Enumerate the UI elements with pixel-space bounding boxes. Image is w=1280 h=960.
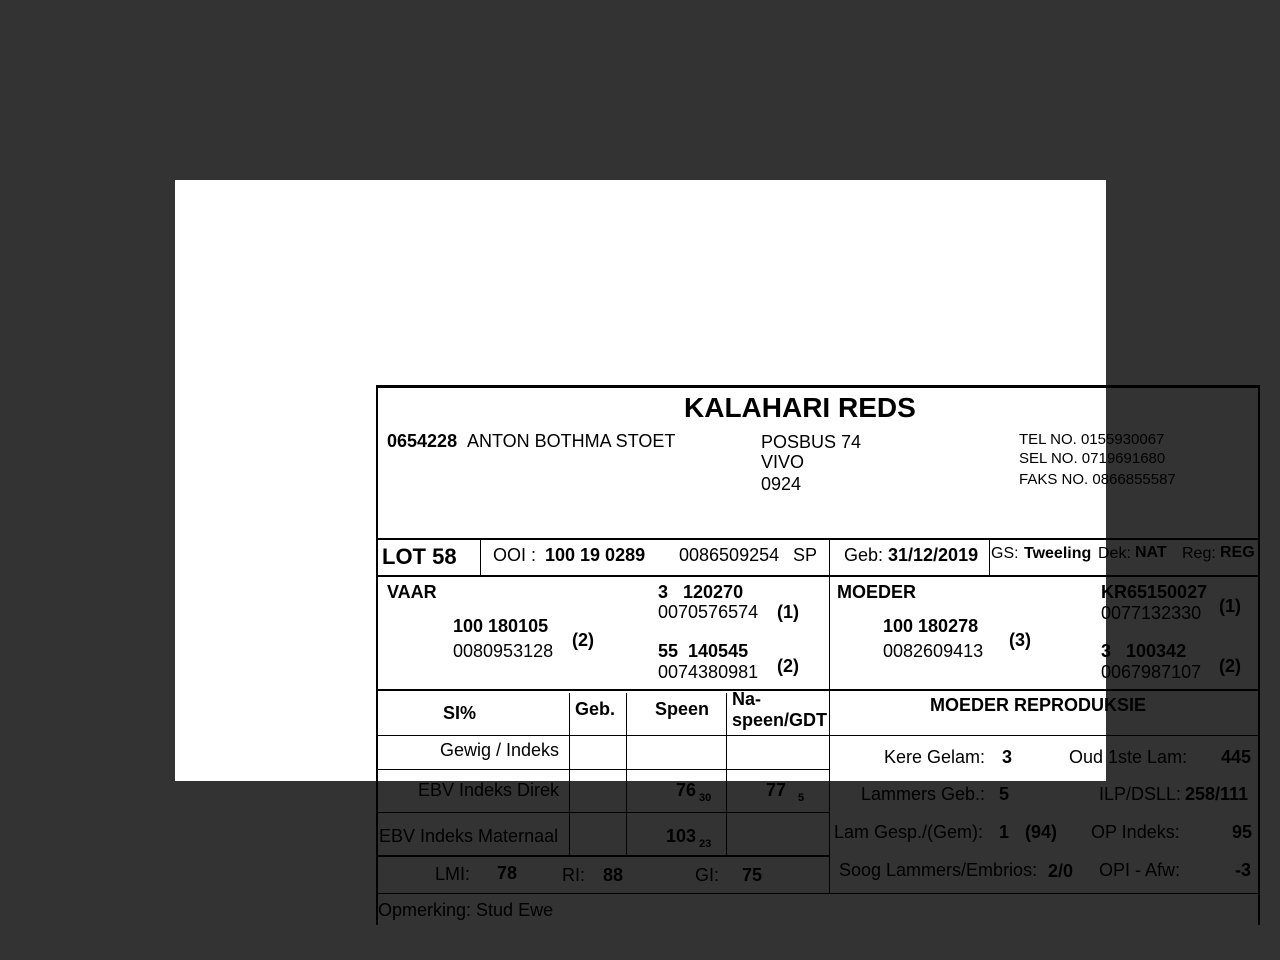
center-divider <box>829 538 830 894</box>
geb-label: Geb: <box>844 545 884 565</box>
lam-gesp-value: 1 <box>999 822 1010 842</box>
moeder-label: MOEDER <box>837 582 917 602</box>
tel-number: TEL NO. 0155930067 <box>1019 431 1165 448</box>
si-header: SI% <box>443 703 477 723</box>
breeder-name: ANTON BOTHMA STOET <box>467 431 676 451</box>
ebv-maternaal-speen: 103 $_{23}$ <box>666 826 712 850</box>
paternal-grandsire-id: 3 120270 <box>658 582 744 602</box>
ooi-label: OOI : <box>493 545 537 565</box>
lmi-label: LMI: <box>435 864 471 884</box>
ebv-direk-label: EBV Indeks Direk <box>418 780 560 800</box>
geb-col-divider <box>569 693 570 855</box>
sire-code: 0080953128 <box>453 641 554 661</box>
reg-value: REG <box>1220 544 1255 561</box>
maternal-granddam-note: (2) <box>1219 656 1241 676</box>
ebv-direk-naspeen: 77 $_5$ <box>766 780 805 804</box>
lmi-value: 78 <box>497 863 518 883</box>
dam-note: (3) <box>1009 630 1031 650</box>
ebv-direk-speen: 76 $_{30}$ <box>676 780 712 804</box>
index-row2-divider <box>376 812 830 813</box>
sire-id: 100 180105 <box>453 616 549 636</box>
card-left-border <box>376 385 378 925</box>
index-table-bottom <box>376 855 830 857</box>
lot-number: LOT 58 <box>382 544 457 569</box>
lam-gesp-gem: (94) <box>1025 822 1058 842</box>
card-top-border <box>376 385 1260 388</box>
catalog-sheet <box>175 180 1255 920</box>
lammers-geb-value: 5 <box>999 784 1010 804</box>
soog-value: 2/0 <box>1048 861 1074 881</box>
reg-label: Reg: <box>1182 545 1216 562</box>
sire-note: (2) <box>572 630 594 650</box>
lot-divider <box>376 575 1260 577</box>
ilp-dsll-value: 258/111 <box>1185 784 1249 804</box>
gs-label: GS: <box>991 545 1019 562</box>
address-line-1: POSBUS 74 <box>761 432 862 452</box>
paternal-granddam-code: 0074380981 <box>658 662 759 682</box>
paternal-granddam-id: 55 140545 <box>658 641 749 661</box>
page-title: KALAHARI REDS <box>684 392 916 423</box>
naspeen-header-line-1: Na- <box>732 689 762 709</box>
vaar-label: VAAR <box>387 582 437 602</box>
naspeen-col-divider <box>726 693 727 855</box>
maternal-grandsire-code: 0077132330 <box>1101 603 1202 623</box>
address-line-3: 0924 <box>761 474 802 494</box>
address-line-2: VIVO <box>761 452 805 472</box>
gi-value: 75 <box>742 865 763 885</box>
ewe-id-suffix: SP <box>793 545 818 565</box>
lot-cell-divider <box>480 538 481 576</box>
lot-card <box>376 385 1260 925</box>
header-divider <box>376 538 1260 540</box>
pedigree-divider <box>376 689 1260 691</box>
kere-gelam-value: 3 <box>1002 747 1013 767</box>
speen-header: Speen <box>655 699 710 719</box>
ooi-value: 100 19 0289 <box>545 545 646 565</box>
dam-id: 100 180278 <box>883 616 979 636</box>
maternal-granddam-id: 3 100342 <box>1101 641 1187 661</box>
breeder-number: 0654228 <box>387 431 458 451</box>
dek-label: Dek: <box>1098 545 1131 562</box>
geb-cell-divider <box>989 538 990 576</box>
gs-value: Tweeling <box>1024 545 1092 562</box>
kere-gelam-label: Kere Gelam: <box>884 747 986 767</box>
paternal-grandsire-code: 0070576574 <box>658 602 759 622</box>
dam-code: 0082609413 <box>883 641 984 661</box>
speen-col-divider <box>626 693 627 855</box>
ilp-dsll-label: ILP/DSLL: <box>1099 784 1182 804</box>
oud-lam-label: Oud 1ste Lam: <box>1069 747 1188 767</box>
soog-label: Soog Lammers/Embrios: <box>839 860 1038 880</box>
paternal-granddam-note: (2) <box>777 656 799 676</box>
gewig-indeks-label: Gewig / Indeks <box>440 740 560 760</box>
ewe-id-code: 0086509254 <box>679 545 780 565</box>
ebv-maternaal-label: EBV Indeks Maternaal <box>379 826 559 846</box>
op-indeks-label: OP Indeks: <box>1091 822 1180 842</box>
naspeen-header-line-2: speen/GDT <box>732 710 828 730</box>
lammers-geb-label: Lammers Geb.: <box>861 784 986 804</box>
opmerking-text: Opmerking: Stud Ewe <box>378 900 554 920</box>
index-header-divider <box>376 735 1260 736</box>
gi-label: GI: <box>695 865 720 885</box>
ri-value: 88 <box>603 865 624 885</box>
geb-header: Geb. <box>575 699 616 719</box>
oud-lam-value: 445 <box>1221 747 1252 767</box>
reproduksie-title: MOEDER REPRODUKSIE <box>930 695 1147 715</box>
summary-divider <box>376 893 1260 894</box>
faks-number: FAKS NO. 0866855587 <box>1019 471 1176 488</box>
card-right-border <box>1258 385 1260 925</box>
maternal-grandsire-id: KR65150027 <box>1101 582 1208 602</box>
opi-afw-label: OPI - Afw: <box>1099 860 1181 880</box>
opi-afw-value: -3 <box>1235 860 1252 880</box>
ri-label: RI: <box>562 865 586 885</box>
maternal-grandsire-note: (1) <box>1219 596 1241 616</box>
lam-gesp-label: Lam Gesp./(Gem): <box>834 822 984 842</box>
maternal-granddam-code: 0067987107 <box>1101 662 1202 682</box>
geb-date: 31/12/2019 <box>888 545 979 565</box>
paternal-grandsire-note: (1) <box>777 602 799 622</box>
op-indeks-value: 95 <box>1232 822 1253 842</box>
sel-number: SEL NO. 0719691680 <box>1019 450 1166 467</box>
dek-value: NAT <box>1135 544 1167 561</box>
index-row1-divider <box>376 769 830 770</box>
